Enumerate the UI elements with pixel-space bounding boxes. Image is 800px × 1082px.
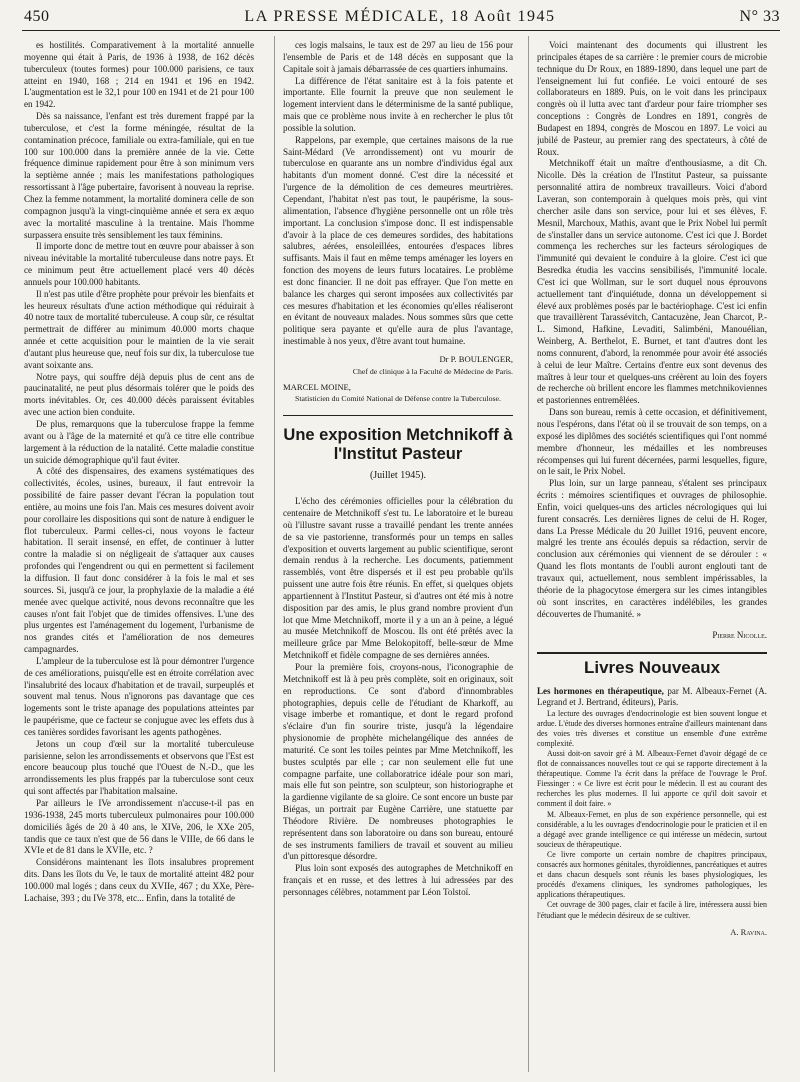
paragraph: M. Albeaux-Fernet, en plus de son expérience personnelle, qui est considérable, a lu les ouvrages d'endocrinologie pour le praticien et il en a dégagé avec grande intelligence ce qui intéresse un médecin, surtout soucieux de thérapeutique.: [537, 809, 767, 849]
header-rule: [22, 30, 780, 31]
column-1: [24, 40, 254, 905]
article-date: (Juillet 1945).: [369, 470, 427, 482]
column-divider: [274, 36, 275, 1072]
article-divider: [283, 415, 513, 416]
book-title: Les hormones en thérapeutique,: [537, 686, 664, 697]
signature-title: Chef de clinique à la Faculté de Médecine de Paris.: [352, 366, 513, 376]
article-title: Une exposition Metchnikoff à l'Institut Pasteur: [283, 426, 513, 464]
section-title: Livres Nouveaux: [583, 658, 721, 678]
paragraph: Aussi doit-on savoir gré à M. Albeaux-Fernet d'avoir dégagé de ce flot de connaissances nouvelles tout ce qui se rapporte directement à la thérapeutique. Comme l'a écrit dans la préface de l'ouvrage le Prof. Fiessinger : « Ce livre est écrit pour le médecin. Il est au courant des recherches les plus modernes. Il lui apporte ce qu'il doit savoir et comment il doit faire. »: [537, 749, 767, 809]
paragraph: L'ampleur de la tuberculose est là pour démontrer l'urgence de ces améliorations, puisqu'elle est en étroite corrélation avec l'insalubrité des locaux d'habitation et de travail, surpeuplés et souvent mal tenus. Nous n'ignorons pas davantage que ces logements sont le triste apanage des populations atteintes par le paupérisme, que ce facteur se conjugue avec les effets dus à ces tanières sordides favorisant les agents pathogènes.: [24, 655, 254, 737]
journal-title: LA PRESSE MÉDICALE, 18 Août 1945: [244, 8, 556, 25]
paragraph: ces logis malsains, le taux est de 297 au lieu de 156 pour l'ensemble de Paris et de 148 décès en supposant que la Capitale soit à jamais débarrassée de ces quartiers inhumains.: [283, 40, 513, 74]
page-header: [0, 0, 800, 28]
paragraph: es hostilités. Comparativement à la mortalité annuelle moyenne qui était à Paris, de 1936 à 1938, de 162 décès tuberculeux (toutes formes) pour 100.000 parisiens, ce taux atteint en 1940, 168 ; 214 en 1941 et 196 en 1942. L'augmentation est le 32,1 pour 100 en 1941 et de 21 pour 100 en 1942.: [24, 40, 254, 110]
paragraph: De plus, remarquons que la tuberculose frappe la femme avant ou à l'âge de la maternité et qu'à ce titre elle contribue largement à la réduction de la natalité. Cette maladie constitue un suicide démographique qu'il faut éviter.: [24, 419, 254, 465]
column-3: [537, 40, 767, 938]
paragraph: Dans son bureau, remis à cette occasion, et définitivement, nous l'espérons, dans l'état où il se trouvait de son temps, on a exposé les diplômes des sociétés scientifiques qui l'ont nommé membre d'honneur, les médailles et les nombreuses récompenses qui lui furent décernées, parmi lesquelles, figure, on le sait, le Prix Nobel.: [537, 407, 767, 477]
paragraph: Il importe donc de mettre tout en œuvre pour abaisser à son niveau inévitable la mortalité tuberculeuse dans notre pays. Et ce minimum peut être actuellement placé vers 40 décès annuels pour 100.000 habitants.: [24, 241, 254, 287]
signature-name: Dr P. BOULENGER,: [439, 353, 513, 364]
book-review: [537, 709, 767, 921]
signature-boulenger: [283, 354, 513, 378]
paragraph: L'écho des cérémonies officielles pour la célébration du centenaire de Metchnikoff s'est tu. Le laboratoire et le bureau où l'illustre savant russe a travaillé pendant les trente années de sa vie pastorienne, transformés pour un temps en salles d'exposition et ouverts largement au public scientifique, seront demain rendus à la recherche. Les documents, patiemment rassemblés, vont être dispersés et il est peu probable qu'ils puissent une autre fois être réunis. En effet, si quelques objets appartiennent à l'Institut Pasteur, si d'autres ont été mis à notre disposition par des amis, le plus grand nombre provient d'un lot que Mme Metchnikoff, morte il y a un an à peine, a légué au musée Metchnikoff de Moscou. Ils ont été prêtés avec la meilleure grâce par Mme Belokopitoff, belle-sœur de Mme Metchnikoff et fidèle compagne de ses dernières années.: [283, 496, 513, 661]
paragraph: Plus loin sont exposés des autographes de Metchnikoff en français et en russe, et des lettres à lui adressées par des personnages célèbres, notamment par Léon Tolstoï.: [283, 863, 513, 897]
paragraph: Il n'est pas utile d'être prophète pour prévoir les bienfaits et les heureux résultats d'une action méthodique qui réduirait à 40 notre taux de mortalité tuberculeuse. A coup sûr, ce résultat permettrait de différer au minimum 40.000 morts chaque année et cette acquisition pour le maintien de la vie serait d'autant plus heureuse que, neuf fois sur dix, la tuberculose tue avant soixante ans.: [24, 288, 254, 370]
signature-moine: [283, 382, 513, 406]
paragraph: Ce livre comporte un certain nombre de chapitres principaux, consacrés aux hormones génitales, thyroïdiennes, pancréatiques et autres et dans chacun desquels sont réunis les bases physiologiques, les procédés d'examens cliniques, les syndromes pathologiques, les applications thérapeutiques.: [537, 849, 767, 900]
paragraph: Notre pays, qui souffre déjà depuis plus de cent ans de paucinatalité, ne peut plus désormais tolérer que le poids des morts inévitables. Or, ces 40.000 décès paraissent évitables avec une action bien conduite.: [24, 371, 254, 418]
issue-number: N° 33: [739, 8, 780, 25]
paragraph: Par ailleurs le IVe arrondissement n'accuse-t-il pas en 1936-1938, 245 morts tuberculeux pulmonaires pour 100.000 domiciliés âgés de 20 à 40 ans, le XIVe, 206, le XXe 205, tandis que ce taux n'est que de 56 dans le VIIIe, de 66 dans le XVIe et de 81 dans le XVIIe, etc. ?: [24, 798, 254, 856]
paragraph: Cet ouvrage de 300 pages, clair et facile à lire, intéressera aussi bien l'étudiant que le médecin désireux de se cultiver.: [537, 900, 767, 920]
book-author: par M. Albeaux-Fernet (A. Legrand et J. Bertrand, éditeurs), Paris.: [537, 686, 767, 708]
paragraph: La différence de l'état sanitaire est à la fois patente et importante. Elle fournit la preuve que non seulement le logement intervient dans le déterminisme de la santé publique, mais que ce problème nous invite à en rechercher le plus tôt possible la solution.: [283, 75, 513, 133]
paragraph: Jetons un coup d'œil sur la mortalité tuberculeuse parisienne, selon les arrondissements et observons que l'Est est encore beaucoup plus touché que l'Ouest de N.-D., que les arrondissements les plus frappés par la tuberculose sont ceux qui sont affectés par l'habitation malsaine.: [24, 738, 254, 797]
book-heading: [537, 686, 767, 709]
page-number: 450: [24, 8, 50, 25]
paragraph: La lecture des ouvrages d'endocrinologie est bien souvent longue et ardue. L'étude des diverses hormones entraîne d'ailleurs maintenant dans des voies très diverses et constitue un ensemble d'une extrême complexité.: [537, 708, 767, 748]
signature-name: MARCEL MOINE,: [283, 381, 351, 392]
paragraph: Dès sa naissance, l'enfant est très durement frappé par la tuberculose, et c'est la forme méningée, résultat de la contamination précoce, familiale ou extra-familiale, qui en tue 100 sur 100.000 dans la première année de la vie. Cette fréquence diminue rapidement pour être à son minimum vers la septième année ; mais les manifestations pathologiques ressortissant à l'âge pubertaire, favorisent à nouveau la reprise. Chez la femme notamment, la mortalité dominera celle de son compagnon jusqu'à la vingt-cinquième année et sera ex æquo avec la mortalité masculine à la trentaine. Mais l'homme surpassera ensuite très sensiblement les taux féminins.: [24, 111, 254, 240]
paragraph: Plus loin, sur un large panneau, s'étalent ses principaux écrits : mémoires scientifiques et ouvrages de philosophie. Enfin, voici quelques-uns des articles nécrologiques qui lui furent consacrés. Les dernières lignes de celui de H. Roger, dans La Presse Médicale du 20 Juillet 1916, peuvent encore, malgré les trente ans écoulés depuis sa rédaction, servir de conclusion aux cérémonies qui viennent de se dérouler : « Quand les flots montants de l'oubli auront englouti tant de travaux qui, actuellement, nous semblent impérissables, la théorie de la phagocytose émergera sur les cimes intangibles où sont inscrites, en caractères indélébiles, les grandes découvertes de l'humanité. »: [537, 478, 767, 619]
signature-title: Statisticien du Comité National de Défense contre la Tuberculose.: [295, 394, 501, 404]
section-rule: [537, 652, 767, 654]
paragraph: Pour la première fois, croyons-nous, l'iconographie de Metchnikoff est là à peu près complète, soit en originaux, soit en reproductions. Ce sont d'abord d'innombrables photographies, depuis celle de l'étudiant de Kharkoff, au visage imberbe et romantique, et dont le regard profond s'éclaire d'un fin sourire triste, jusqu'à la légendaire physionomie de prophète michelangélique des années de maturité. Ce sont les toiles peintes par Mme Metchnikoff, les bustes sculptés par elle ; car non seulement elle fut une compagne parfaite, une collaboratrice idéale pour son mari, mais elle fut son peintre, son sculpteur, son historiographe et la gardienne vigilante de sa gloire. Ce sont encore un buste par Biégas, un portrait par Eugène Carrière, une statuette par Théodore Rivière. De nombreuses photographies le représentent dans son laboratoire ou dans son bureau, entouré de ses instruments familiers de travail et souvent au milieu d'un pittoresque désordre.: [283, 661, 513, 862]
paragraph: Voici maintenant des documents qui illustrent les principales étapes de sa carrière : le premier cours de microbie technique du Dr Roux, en 1889-1890, dans lequel une part de l'enseignement lui fut confiée. Le voici entouré de ses collaborateurs en 1889. Puis, on le voit dans les principaux congrès où il lutta avec tant d'ardeur pour faire triompher ses conceptions : Congrès de Londres en 1891, congrès de Budapest en 1894, congrès de Moscou en 1897. Le voici au jubilé de Pasteur, au premier rang des spectateurs, à côté de Roux.: [537, 40, 767, 157]
column-2: [283, 40, 513, 899]
column-divider: [528, 36, 529, 1072]
paragraph: Metchnikoff était un maître d'enthousiasme, a dit Ch. Nicolle. Dès la création de l'Institut Pasteur, sa puissante personnalité attira de nombreux travailleurs. Voici d'abord Laveran, son contemporain à quelques mois près, qui vint chercher asile dans son service, pour lui et ses élèves, F. Mesnil, Marchoux, Mathis, avant que le Prix Nobel lui permît de s'installer dans un service autonome. C'est ici que J. Bordet commença les recherches sur les facteurs sérologiques de l'immunité qui devaient le conduire à la gloire. C'est ici que Besredka étudia les vaccins sensibilisés, l'immunité locale. C'est ici que Wollman, sur le sort duquel nous éprouvons actuellement tant d'inquiétude, donna un développement si élevé aux problèmes posés par le bactériophage. C'est ici enfin que travaillèrent Tarassévitch, Cantacuzène, Jean Charcot, P.-L. Simond, Hafkine, Levaditi, Salimbéni, Manouélian, Weinberg, A. Berthelot, E. Burnet, et tant d'autres dont les noms connurent, d'abord, la renommée pour avoir été associés à celui de leur Maître. Certains d'entre eux sont devenus des maîtres à leur tour et quelques-uns créèrent au loin des foyers de recherche où brillent encore les flammes metchnikoviennes et pastoriennes entremêlées.: [537, 158, 767, 406]
paragraph: Rappelons, par exemple, que certaines maisons de la rue Saint-Médard (Ve arrondissement) ont vu mourir de tuberculose en quarante ans un nombre d'individus égal aux habitants d'un moment donné. C'est dire la nécessité et l'urgence de la démolition de ces demeures meurtrières. Cependant, l'habitat n'est pas tout, le paupérisme, la sous-alimentation, l'absence d'hygiène personnelle ont un rôle très important. La conclusion s'impose donc. Il est indispensable d'avoir à la place de ces demeures sordides, des habitations salubres, aérées, ensoleillées, entourées d'espaces libres suffisants. Mais il faut en même temps aménager les loyers en fonction des moyens de leurs futurs locataires. Le problème est donc financier. Il ne doit pas effrayer. Que l'on mette en balance les charges qui seront imposées aux collectivités par ces mesures d'habitation et les économies qu'elles réaliseront en évitant de nouveaux malades. Nous sommes sûrs que cette politique sera payante et qu'elle aura de plus l'avantage, inestimable à nos yeux, d'être avant tout humaine.: [283, 134, 513, 347]
byline: Pierre Nicolle.: [712, 630, 767, 641]
reviewer: A. Ravina.: [730, 926, 767, 937]
paragraph: A côté des dispensaires, des examens systématiques des collectivités, écoles, usines, bureaux, il faut entrevoir la possibilité de faire passer devant l'écran la population tout entière, au moins une fois l'an. Mais ces mesures doivent avoir pour corollaire les dispositions qui sont de nature à endiguer le flot tuberculeux. Parmi celles-ci, nous voyons le facteur habitation. Il serait insensé, en effet, de continuer à lutter contre la maladie si on négligeait de s'attaquer aux causes profondes qui l'engendrent ou qui en permettent si facilement la diffusion. Il faut donc considérer à la fois le mal et ses sources. Si, jusqu'à ce jour, la prophylaxie de la maladie a été menée avec quelque activité, nous devons reconnaître que les causes n'ont fait l'objet que de timides offensives. L'une des plus urgentes est l'aménagement du logement, l'urbanisme de nos grandes cités et l'amélioration de nos demeures campagnardes.: [24, 466, 254, 655]
paragraph: Considérons maintenant les îlots insalubres proprement dits. Dans les îlots du Ve, le taux de mortalité atteint 482 pour 100.000 mal logés ; dans ceux du XVIIe, 467 ; du XXe, Père-Lachaise, 393 ; du IVe 378, etc... Enfin, dans la totalité de: [24, 857, 254, 903]
